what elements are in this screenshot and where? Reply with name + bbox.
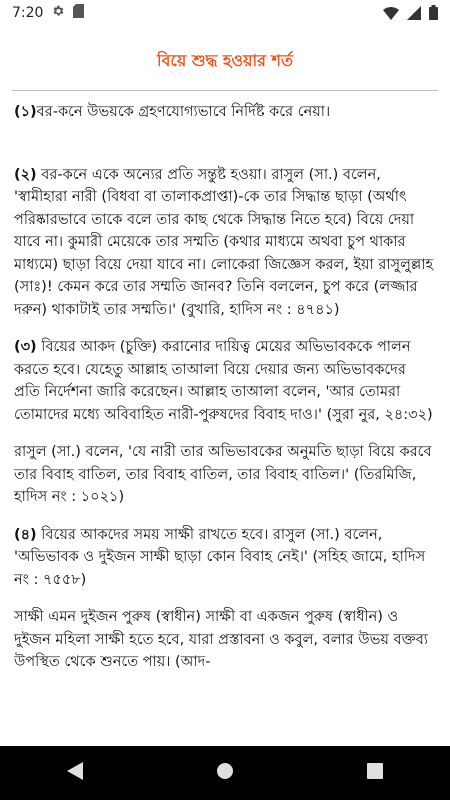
recents-icon xyxy=(367,763,383,783)
title-divider xyxy=(12,90,438,91)
home-icon xyxy=(216,762,234,784)
home-button[interactable] xyxy=(195,746,255,800)
paragraph-text: বিয়ের আকদের সময় সাক্ষী রাখতে হবে। রাসুল (সা.) বলেন, 'অভিভাবক ও দুইজন সাক্ষী ছাড়া কোন বিবাহ নেই।' (সহিহ জামে, হাদিস নং : ৭৫৫৮) xyxy=(14,526,426,588)
paragraph-number: (১) xyxy=(14,104,37,120)
paragraph-text: বর-কনে উভয়কে গ্রহণযোগ্যভাবে নির্দিষ্ট করে নেয়া। xyxy=(36,104,331,120)
back-icon xyxy=(67,762,83,784)
paragraph-5 xyxy=(14,524,436,592)
paragraph-number: (৩) xyxy=(14,339,37,355)
paragraph-text: সাক্ষী এমন দুইজন পুরুষ (স্বাধীন) সাক্ষী বা একজন পুরুষ (স্বাধীন) ও দুইজন মহিলা সাক্ষী হতে হবে, যারা প্রস্তাবনা ও কবুল, বলার উভয় বক্তব্য উপস্থিত থেকে শুনতে পায়। (আদ- xyxy=(14,609,428,670)
paragraph-1 xyxy=(14,101,436,124)
paragraph-number: (৪) xyxy=(14,526,37,543)
article-title: বিয়ে শুদ্ধ হওয়ার শর্ত xyxy=(156,51,294,70)
paragraph-text: বর-কনে একে অন্যের প্রতি সন্তুষ্ট হওয়া। রাসুল (সা.) বলেন, 'স্বামীহারা নারী (বিধবা বা তালাকপ্রাপ্তা)-কে তার সিদ্ধান্ত ছাড়া (অর্থাৎ পরিষ্কারভাবে তাকে বলে তার কাছ থেকে সিদ্ধান্ত নিতে হবে) বিয়ে দেয়া যাবে না। কুমারী মেয়েকে তার সম্মতি (কথার মাধ্যমে অথবা চুপ থাকার মাধ্যমে) ছাড়া বিয়ে দেয়া যাবে না। লোকেরা জিজ্ঞেস করল, ইয়া রাসুলুল্লাহ (সাঃ)! কেমন করে তার সম্মতি জানব? তিনি বললেন, চুপ করে (লজ্জার দরুন) থাকাটাই তার সম্মতি।' (বুখারি, হাদিস নং : ৪৭৪১) xyxy=(14,166,434,318)
paragraph-6 xyxy=(14,606,436,674)
status-time: 7:20 xyxy=(12,5,44,21)
sim-card-icon xyxy=(73,4,84,22)
recents-button[interactable] xyxy=(345,746,405,800)
paragraph-3 xyxy=(14,336,436,426)
paragraph-text: রাসুল (সা.) বলেন, 'যে নারী তার অভিভাবকের অনুমতি ছাড়া বিয়ে করবে তার বিবাহ বাতিল, তার বিবাহ বাতিল, তার বিবাহ বাতিল।' (তিরমিজি, হাদিস নং : ১০২১) xyxy=(14,444,432,505)
signal-icon xyxy=(407,6,421,24)
article-body xyxy=(0,101,450,674)
paragraph-2 xyxy=(14,164,436,322)
paragraph-number: (২) xyxy=(14,166,37,183)
navigation-bar xyxy=(0,746,450,800)
gear-icon xyxy=(51,4,65,22)
wifi-icon xyxy=(383,6,399,24)
paragraph-text: বিয়ের আকদ (চুক্তি) করানোর দায়িত্ব মেয়ের অভিভাবককে পালন করতে হবে। যেহেতু আল্লাহ তাআলা বিয়ে দেয়ার জন্য অভিভাবকদের প্রতি নির্দেশনা জারি করেছেন। আল্লাহ তাআলা বলেন, 'আর তোমরা তোমাদের মধ্যে অবিবাহিত নারী-পুরুষদের বিবাহ দাও।' (সুরা নুর, ২৪:৩২) xyxy=(14,339,433,423)
status-bar xyxy=(0,0,450,26)
article-scroll-view[interactable] xyxy=(0,26,450,746)
back-button[interactable] xyxy=(45,746,105,800)
battery-icon xyxy=(429,5,438,24)
paragraph-4 xyxy=(14,441,436,509)
